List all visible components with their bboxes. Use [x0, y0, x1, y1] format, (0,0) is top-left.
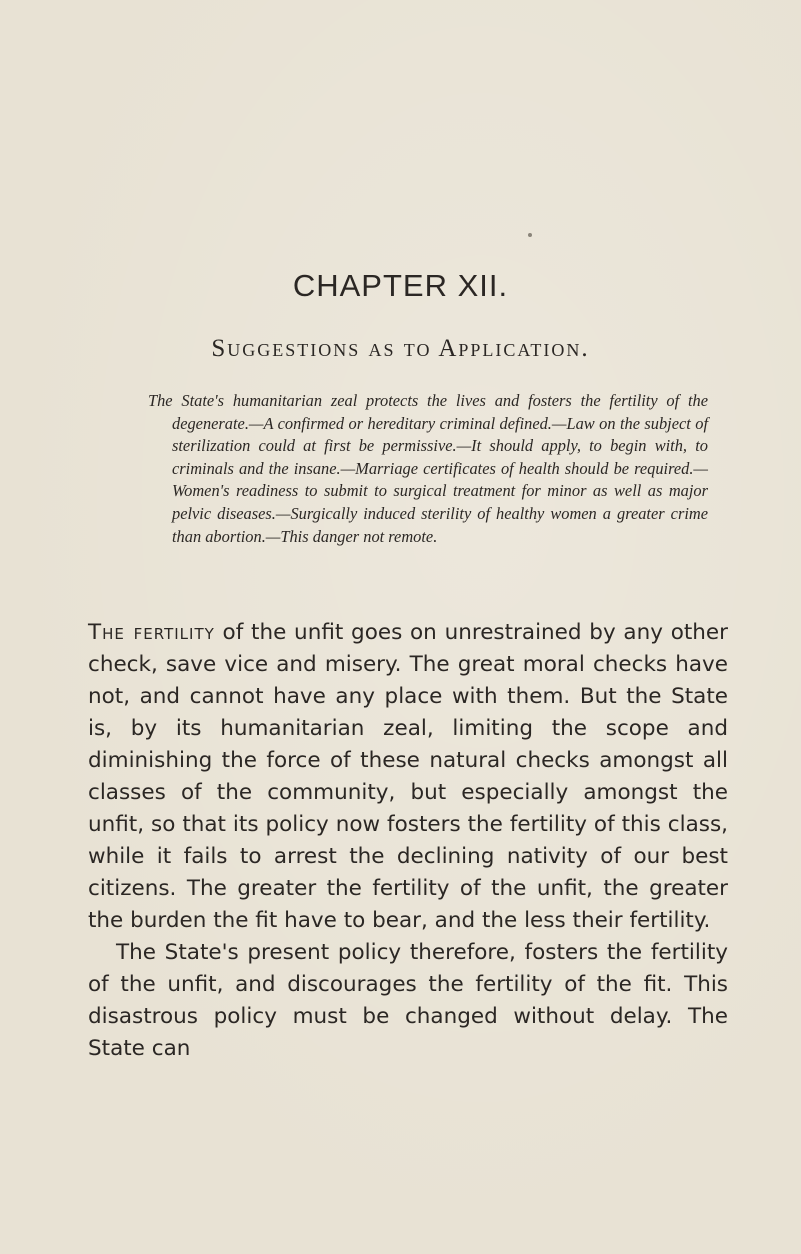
chapter-title: CHAPTER XII.	[292, 268, 509, 303]
body-text	[88, 617, 728, 1065]
paragraph-2: The State's present policy therefore, fosters the fertility of the unfit, and discourages the fertility of the fit. This disastrous policy must be changed without delay. The State can	[88, 940, 728, 1061]
paper-speck	[528, 233, 532, 237]
paragraph-1-text: of the unfit goes on unrestrained by any other check, save vice and misery. The great moral checks have not, and cannot have any place with them. But the State is, by its humanitarian zeal, limiting the scope and diminishing the force of these natural checks amongst all classes of the community, but especially amongst the unfit, so that its policy now fosters the fertility of this class, while it fails to arrest the declining nativity of our best citizens. The greater the fertility of the unfit, the greater the burden the fit have to bear, and the less their fertility.	[88, 620, 728, 933]
paragraph-1	[88, 617, 728, 937]
chapter-summary: The State's humanitarian zeal protects the lives and fosters the fertility of the degenerate.—A confirmed or hereditary criminal defined.—Law on the subject of sterilization could at first be permissive.—It should apply, to begin with, to criminals and the insane.—Marriage certificates of health should be required.—Women's readiness to submit to surgical treatment for minor as well as major pelvic diseases.—Surgically induced sterility of healthy women a greater crime than abortion.—This danger not remote.	[148, 391, 708, 546]
lead-words: The fertility	[88, 620, 215, 645]
chapter-subtitle: Suggestions as to Application.	[211, 335, 590, 362]
